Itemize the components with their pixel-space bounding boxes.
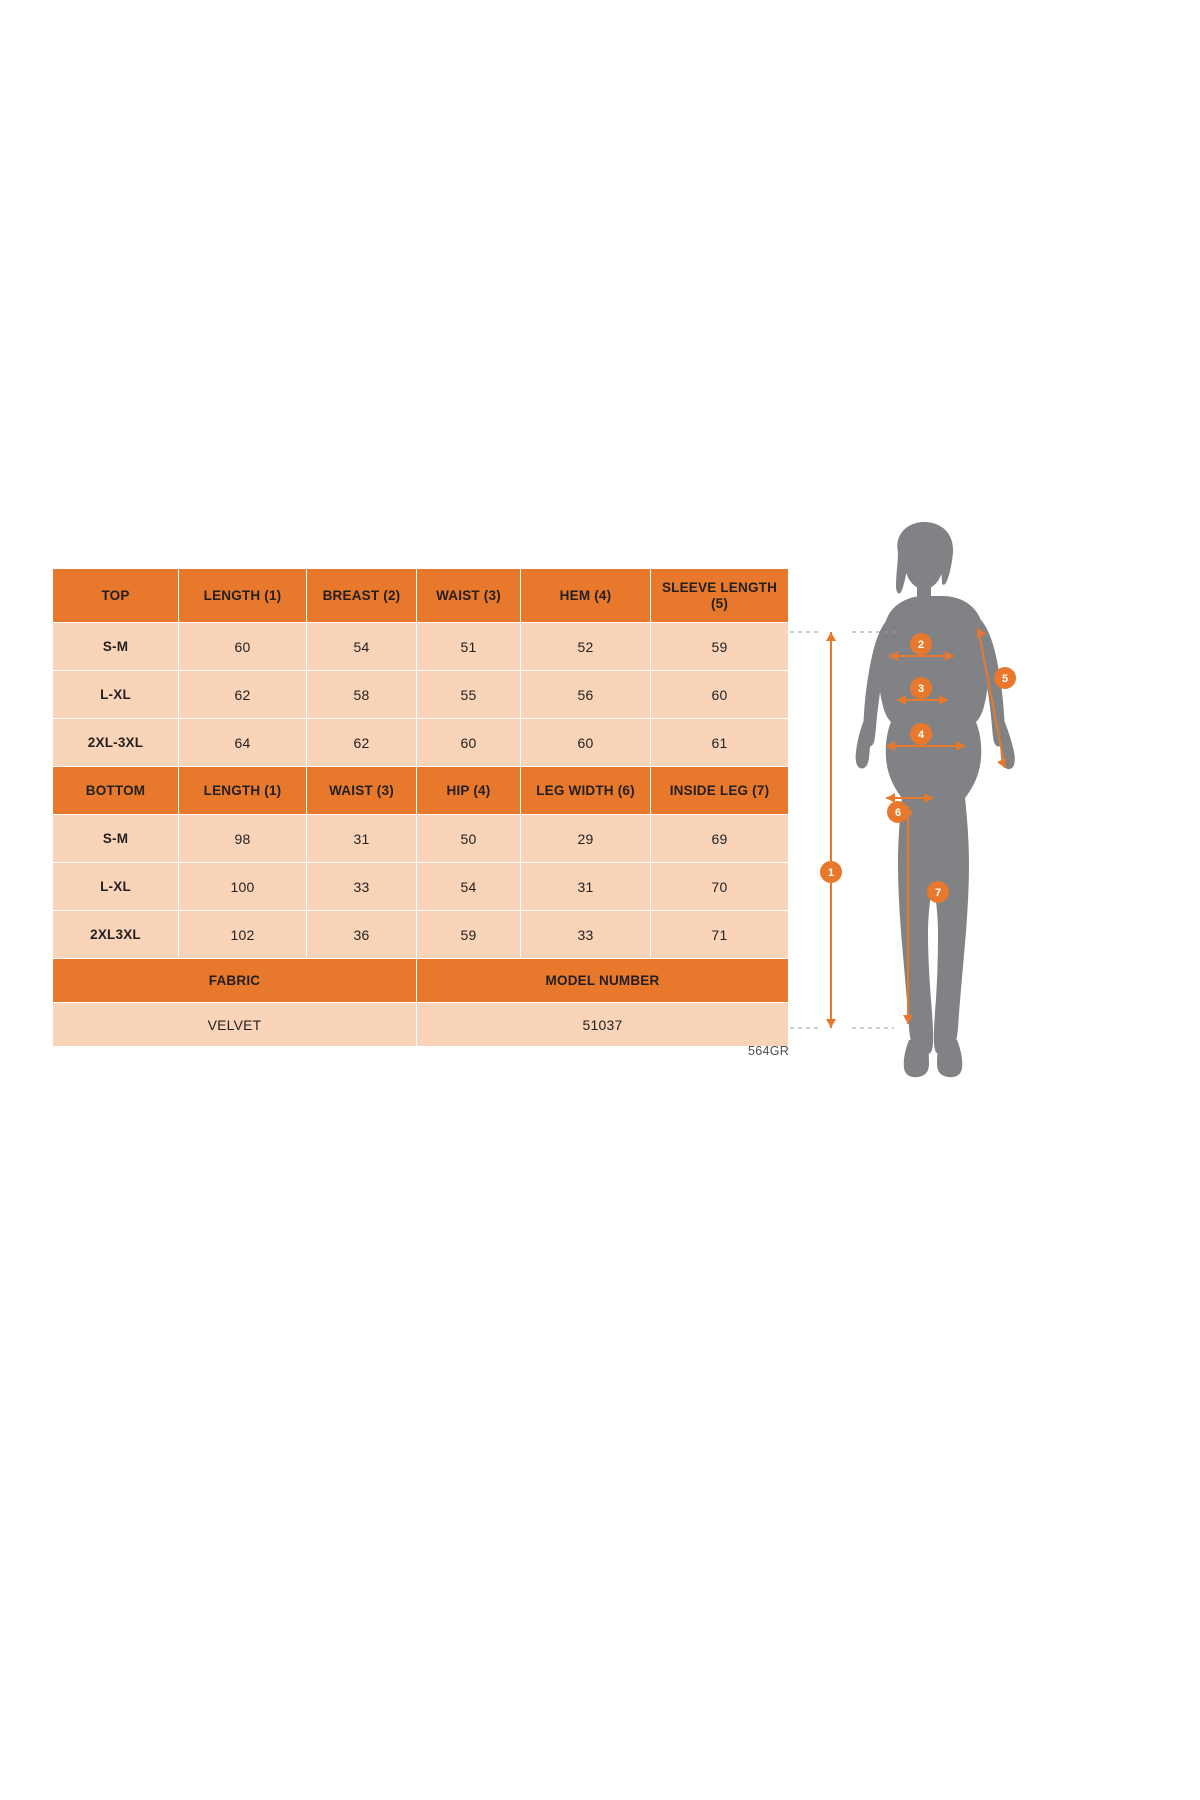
- row-size-label: L-XL: [53, 863, 179, 911]
- cell-value: 60: [417, 719, 521, 767]
- cell-value: 62: [179, 671, 307, 719]
- callout-badge-6: [887, 801, 909, 823]
- cell-value: 29: [521, 815, 651, 863]
- callout-badge-3: [910, 677, 932, 699]
- callout-label: 6: [894, 807, 902, 819]
- header-top-length: LENGTH (1): [179, 569, 307, 623]
- cell-value: 59: [417, 911, 521, 959]
- header-fabric: FABRIC: [53, 959, 417, 1003]
- top-section-header-row: [53, 569, 789, 623]
- header-top-hem: HEM (4): [521, 569, 651, 623]
- model-number-value: 51037: [417, 1003, 789, 1047]
- row-size-label: S-M: [53, 815, 179, 863]
- table-row: [53, 815, 789, 863]
- callout-label: 4: [917, 729, 925, 741]
- cell-value: 61: [651, 719, 789, 767]
- cell-value: 60: [179, 623, 307, 671]
- header-top-waist: WAIST (3): [417, 569, 521, 623]
- cell-value: 69: [651, 815, 789, 863]
- callout-label: 3: [917, 683, 925, 695]
- cell-value: 59: [651, 623, 789, 671]
- footer-values-row: [53, 1003, 789, 1047]
- callout-label: 7: [934, 887, 942, 899]
- cell-value: 58: [307, 671, 417, 719]
- row-size-label: S-M: [53, 623, 179, 671]
- fabric-value: VELVET: [53, 1003, 417, 1047]
- header-bottom-length: LENGTH (1): [179, 767, 307, 815]
- cell-value: 60: [651, 671, 789, 719]
- cell-value: 100: [179, 863, 307, 911]
- header-bottom: BOTTOM: [53, 767, 179, 815]
- cell-value: 102: [179, 911, 307, 959]
- table-row: [53, 911, 789, 959]
- callout-badge-2: [910, 633, 932, 655]
- header-bottom-hip: HIP (4): [417, 767, 521, 815]
- cell-value: 31: [521, 863, 651, 911]
- cell-value: 52: [521, 623, 651, 671]
- header-bottom-leg-width: LEG WIDTH (6): [521, 767, 651, 815]
- size-chart-table-wrapper: [52, 568, 788, 1047]
- cell-value: 55: [417, 671, 521, 719]
- cell-value: 33: [521, 911, 651, 959]
- cell-value: 51: [417, 623, 521, 671]
- cell-value: 60: [521, 719, 651, 767]
- header-model-number: MODEL NUMBER: [417, 959, 789, 1003]
- callout-badge-1: [820, 861, 842, 883]
- cell-value: 98: [179, 815, 307, 863]
- product-code: 564GR: [748, 1044, 790, 1058]
- cell-value: 33: [307, 863, 417, 911]
- cell-value: 50: [417, 815, 521, 863]
- callout-label: 2: [917, 639, 925, 651]
- row-size-label: 2XL3XL: [53, 911, 179, 959]
- cell-value: 62: [307, 719, 417, 767]
- cell-value: 31: [307, 815, 417, 863]
- cell-value: 71: [651, 911, 789, 959]
- bottom-section-header-row: [53, 767, 789, 815]
- header-bottom-waist: WAIST (3): [307, 767, 417, 815]
- row-size-label: 2XL-3XL: [53, 719, 179, 767]
- callout-label: 1: [827, 867, 835, 879]
- table-row: [53, 863, 789, 911]
- cell-value: 54: [417, 863, 521, 911]
- cell-value: 70: [651, 863, 789, 911]
- callout-badge-7: [927, 881, 949, 903]
- callout-badge-5: [994, 667, 1016, 689]
- female-silhouette-icon: [856, 522, 1015, 1077]
- table-row: [53, 671, 789, 719]
- cell-value: 36: [307, 911, 417, 959]
- callout-label: 5: [1001, 673, 1009, 685]
- cell-value: 56: [521, 671, 651, 719]
- callout-badge-4: [910, 723, 932, 745]
- header-top-sleeve-length: SLEEVE LENGTH (5): [651, 569, 789, 623]
- row-size-label: L-XL: [53, 671, 179, 719]
- header-top-breast: BREAST (2): [307, 569, 417, 623]
- table-row: [53, 623, 789, 671]
- cell-value: 64: [179, 719, 307, 767]
- measurement-figure-diagram: [790, 520, 1110, 1080]
- size-chart-table: [52, 568, 789, 1047]
- header-bottom-inside-leg: INSIDE LEG (7): [651, 767, 789, 815]
- footer-header-row: [53, 959, 789, 1003]
- table-row: [53, 719, 789, 767]
- cell-value: 54: [307, 623, 417, 671]
- header-top: TOP: [53, 569, 179, 623]
